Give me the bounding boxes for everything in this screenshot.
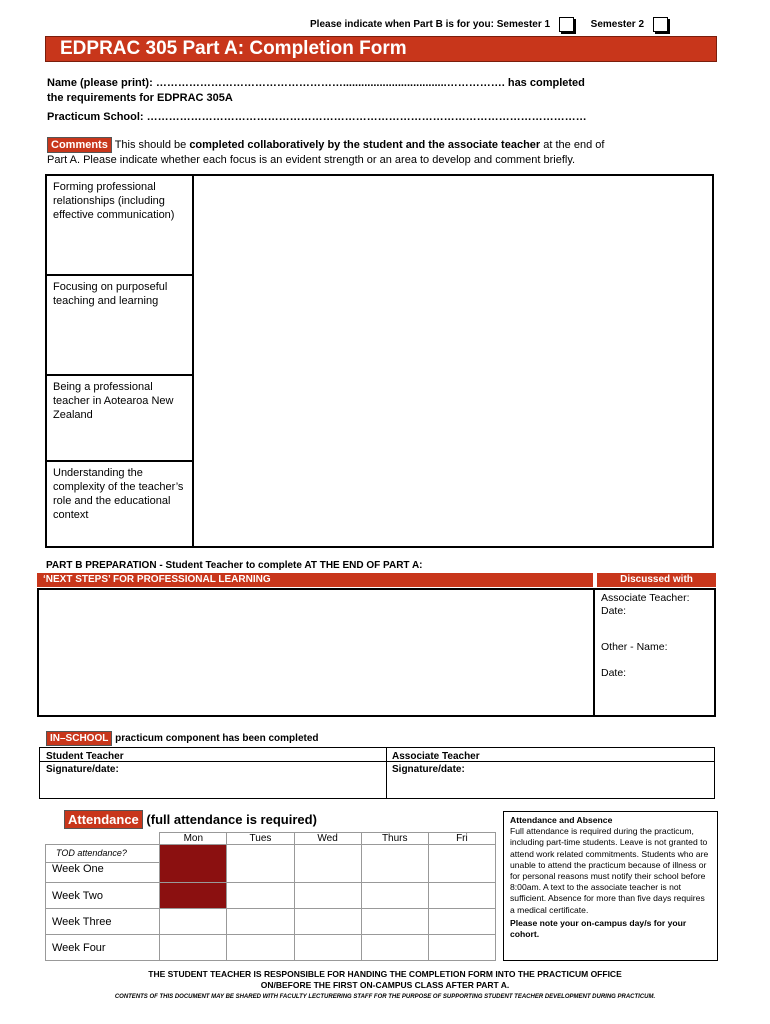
week-label: Week One xyxy=(46,862,160,882)
attendance-note: (full attendance is required) xyxy=(146,812,317,827)
day-header: Thurs xyxy=(361,833,428,845)
form-title-bar xyxy=(45,36,717,62)
footer-responsibility xyxy=(0,969,770,991)
attendance-table xyxy=(45,832,496,961)
footer-line-2: ON/BEFORE THE FIRST ON-CAMPUS CLASS AFTER PART A. xyxy=(260,980,510,990)
attendance-cell[interactable] xyxy=(428,845,495,883)
requirements-text: the requirements for EDPRAC 305A xyxy=(47,92,233,104)
focus-relationships: Forming professional relationships (including effective communication) xyxy=(47,176,192,276)
footer-line-1: THE STUDENT TEACHER IS RESPONSIBLE FOR HANDING THE COMPLETION FORM INTO THE PRACTICUM OFFICE xyxy=(148,969,622,979)
tod-row xyxy=(46,845,496,863)
associate-teacher-heading: Associate Teacher xyxy=(392,751,480,762)
header-blank xyxy=(46,833,160,845)
name-label: Name (please print): xyxy=(47,77,153,89)
attendance-cell[interactable] xyxy=(294,935,361,961)
in-school-line xyxy=(46,732,319,745)
tod-label: TOD attendance? xyxy=(46,845,160,863)
table-row xyxy=(46,909,496,935)
attendance-cell[interactable] xyxy=(361,935,428,961)
attendance-cell[interactable] xyxy=(428,935,495,961)
date-label-1: Date: xyxy=(601,605,627,617)
attendance-cell[interactable] xyxy=(428,883,495,909)
school-field[interactable]: ………………………………………………………………………………………………………… xyxy=(146,111,587,123)
week-label: Week Two xyxy=(46,883,160,909)
discussed-with-box xyxy=(595,588,716,717)
comments-text-c: at the end of xyxy=(543,139,605,151)
absence-note: Please note your on-campus day/s for your cohort. xyxy=(510,917,687,940)
date-label-2: Date: xyxy=(601,667,627,679)
attendance-cell-filled[interactable] xyxy=(160,883,227,909)
name-suffix: has completed xyxy=(507,77,585,89)
semester-2-checkbox[interactable] xyxy=(653,17,668,32)
attendance-cell[interactable] xyxy=(361,883,428,909)
semester-1-checkbox[interactable] xyxy=(559,17,574,32)
name-line xyxy=(47,76,717,106)
page-title: EDPRAC 305 Part A: Completion Form xyxy=(60,38,407,59)
day-header: Tues xyxy=(227,833,294,845)
focus-teaching-learning: Focusing on purposeful teaching and learning xyxy=(47,276,192,376)
comments-area[interactable] xyxy=(196,176,712,546)
focus-areas-grid xyxy=(45,174,714,548)
associate-teacher-label: Associate Teacher: xyxy=(601,592,690,604)
day-header: Wed xyxy=(294,833,361,845)
absence-text: Full attendance is required during the practicum, including part-time students. Leave is not granted to attend work related commitments. Students who are unable to attend the practicum because of illness or for personal reasons must notify their school before 8:00am. A text to the associate teacher is not sufficient. Absence for more than five days requires a medical certificate. xyxy=(510,826,709,915)
school-label: Practicum School: xyxy=(47,111,144,123)
attendance-cell[interactable] xyxy=(294,909,361,935)
next-steps-area[interactable] xyxy=(37,588,595,717)
name-field[interactable]: ……………………………………………..................................……………. xyxy=(155,77,505,89)
next-steps-bar: ‘NEXT STEPS’ FOR PROFESSIONAL LEARNING xyxy=(37,573,593,587)
focus-professional-teacher: Being a professional teacher in Aotearoa New Zealand xyxy=(47,376,192,462)
discussed-with-bar: Discussed with xyxy=(597,573,716,587)
comments-text-d: Part A. Please indicate whether each focus is an evident strength or an area to develop and comment briefly. xyxy=(47,154,576,166)
comments-text-b: completed collaboratively by the student and the associate teacher xyxy=(189,139,541,151)
signature-column-divider xyxy=(386,748,387,798)
attendance-cell[interactable] xyxy=(227,845,294,883)
comments-intro xyxy=(47,138,717,168)
attendance-cell[interactable] xyxy=(227,909,294,935)
attendance-heading xyxy=(64,812,317,827)
focus-teacher-role: Understanding the complexity of the teacher’s role and the educational context xyxy=(53,467,184,521)
focus-labels-column xyxy=(47,176,194,546)
student-teacher-heading: Student Teacher xyxy=(46,751,124,762)
in-school-text: practicum component has been completed xyxy=(115,733,319,744)
attendance-cell[interactable] xyxy=(160,935,227,961)
day-header: Mon xyxy=(160,833,227,845)
attendance-cell[interactable] xyxy=(294,883,361,909)
semester-2-label: Semester 2 xyxy=(590,19,645,31)
comments-tag: Comments xyxy=(47,137,112,153)
school-line xyxy=(47,110,717,125)
week-label: Week Four xyxy=(46,935,160,961)
semester-selector xyxy=(310,17,668,32)
week-label: Week Three xyxy=(46,909,160,935)
attendance-tag: Attendance xyxy=(64,810,143,829)
attendance-cell[interactable] xyxy=(227,883,294,909)
attendance-cell[interactable] xyxy=(294,845,361,883)
associate-signature-label: Signature/date: xyxy=(392,764,465,775)
attendance-cell-filled[interactable] xyxy=(160,845,227,883)
attendance-cell[interactable] xyxy=(361,845,428,883)
table-row xyxy=(46,883,496,909)
attendance-cell[interactable] xyxy=(227,935,294,961)
comments-text-a: This should be xyxy=(114,139,187,151)
semester-prompt: Please indicate when Part B is for you: Semester 1 xyxy=(310,19,551,31)
in-school-tag: IN–SCHOOL xyxy=(46,731,112,746)
absence-info-box xyxy=(503,811,718,961)
attendance-cell[interactable] xyxy=(160,909,227,935)
part-b-heading: PART B PREPARATION - Student Teacher to complete AT THE END OF PART A: xyxy=(46,560,423,571)
attendance-cell[interactable] xyxy=(361,909,428,935)
signature-divider xyxy=(40,761,714,762)
student-signature-label: Signature/date: xyxy=(46,764,119,775)
table-row xyxy=(46,935,496,961)
day-header: Fri xyxy=(428,833,495,845)
signature-block xyxy=(39,747,715,799)
attendance-cell[interactable] xyxy=(428,909,495,935)
attendance-header-row xyxy=(46,833,496,845)
other-name-label: Other - Name: xyxy=(601,641,668,653)
absence-title: Attendance and Absence xyxy=(510,815,613,825)
footer-disclaimer: CONTENTS OF THIS DOCUMENT MAY BE SHARED WITH FACULTY LECTURERING STAFF FOR THE PURPOSE OF SUPPORTING STUDENT TEACHER DEVELOPMENT DURING PRACTICUM. xyxy=(114,994,656,1000)
